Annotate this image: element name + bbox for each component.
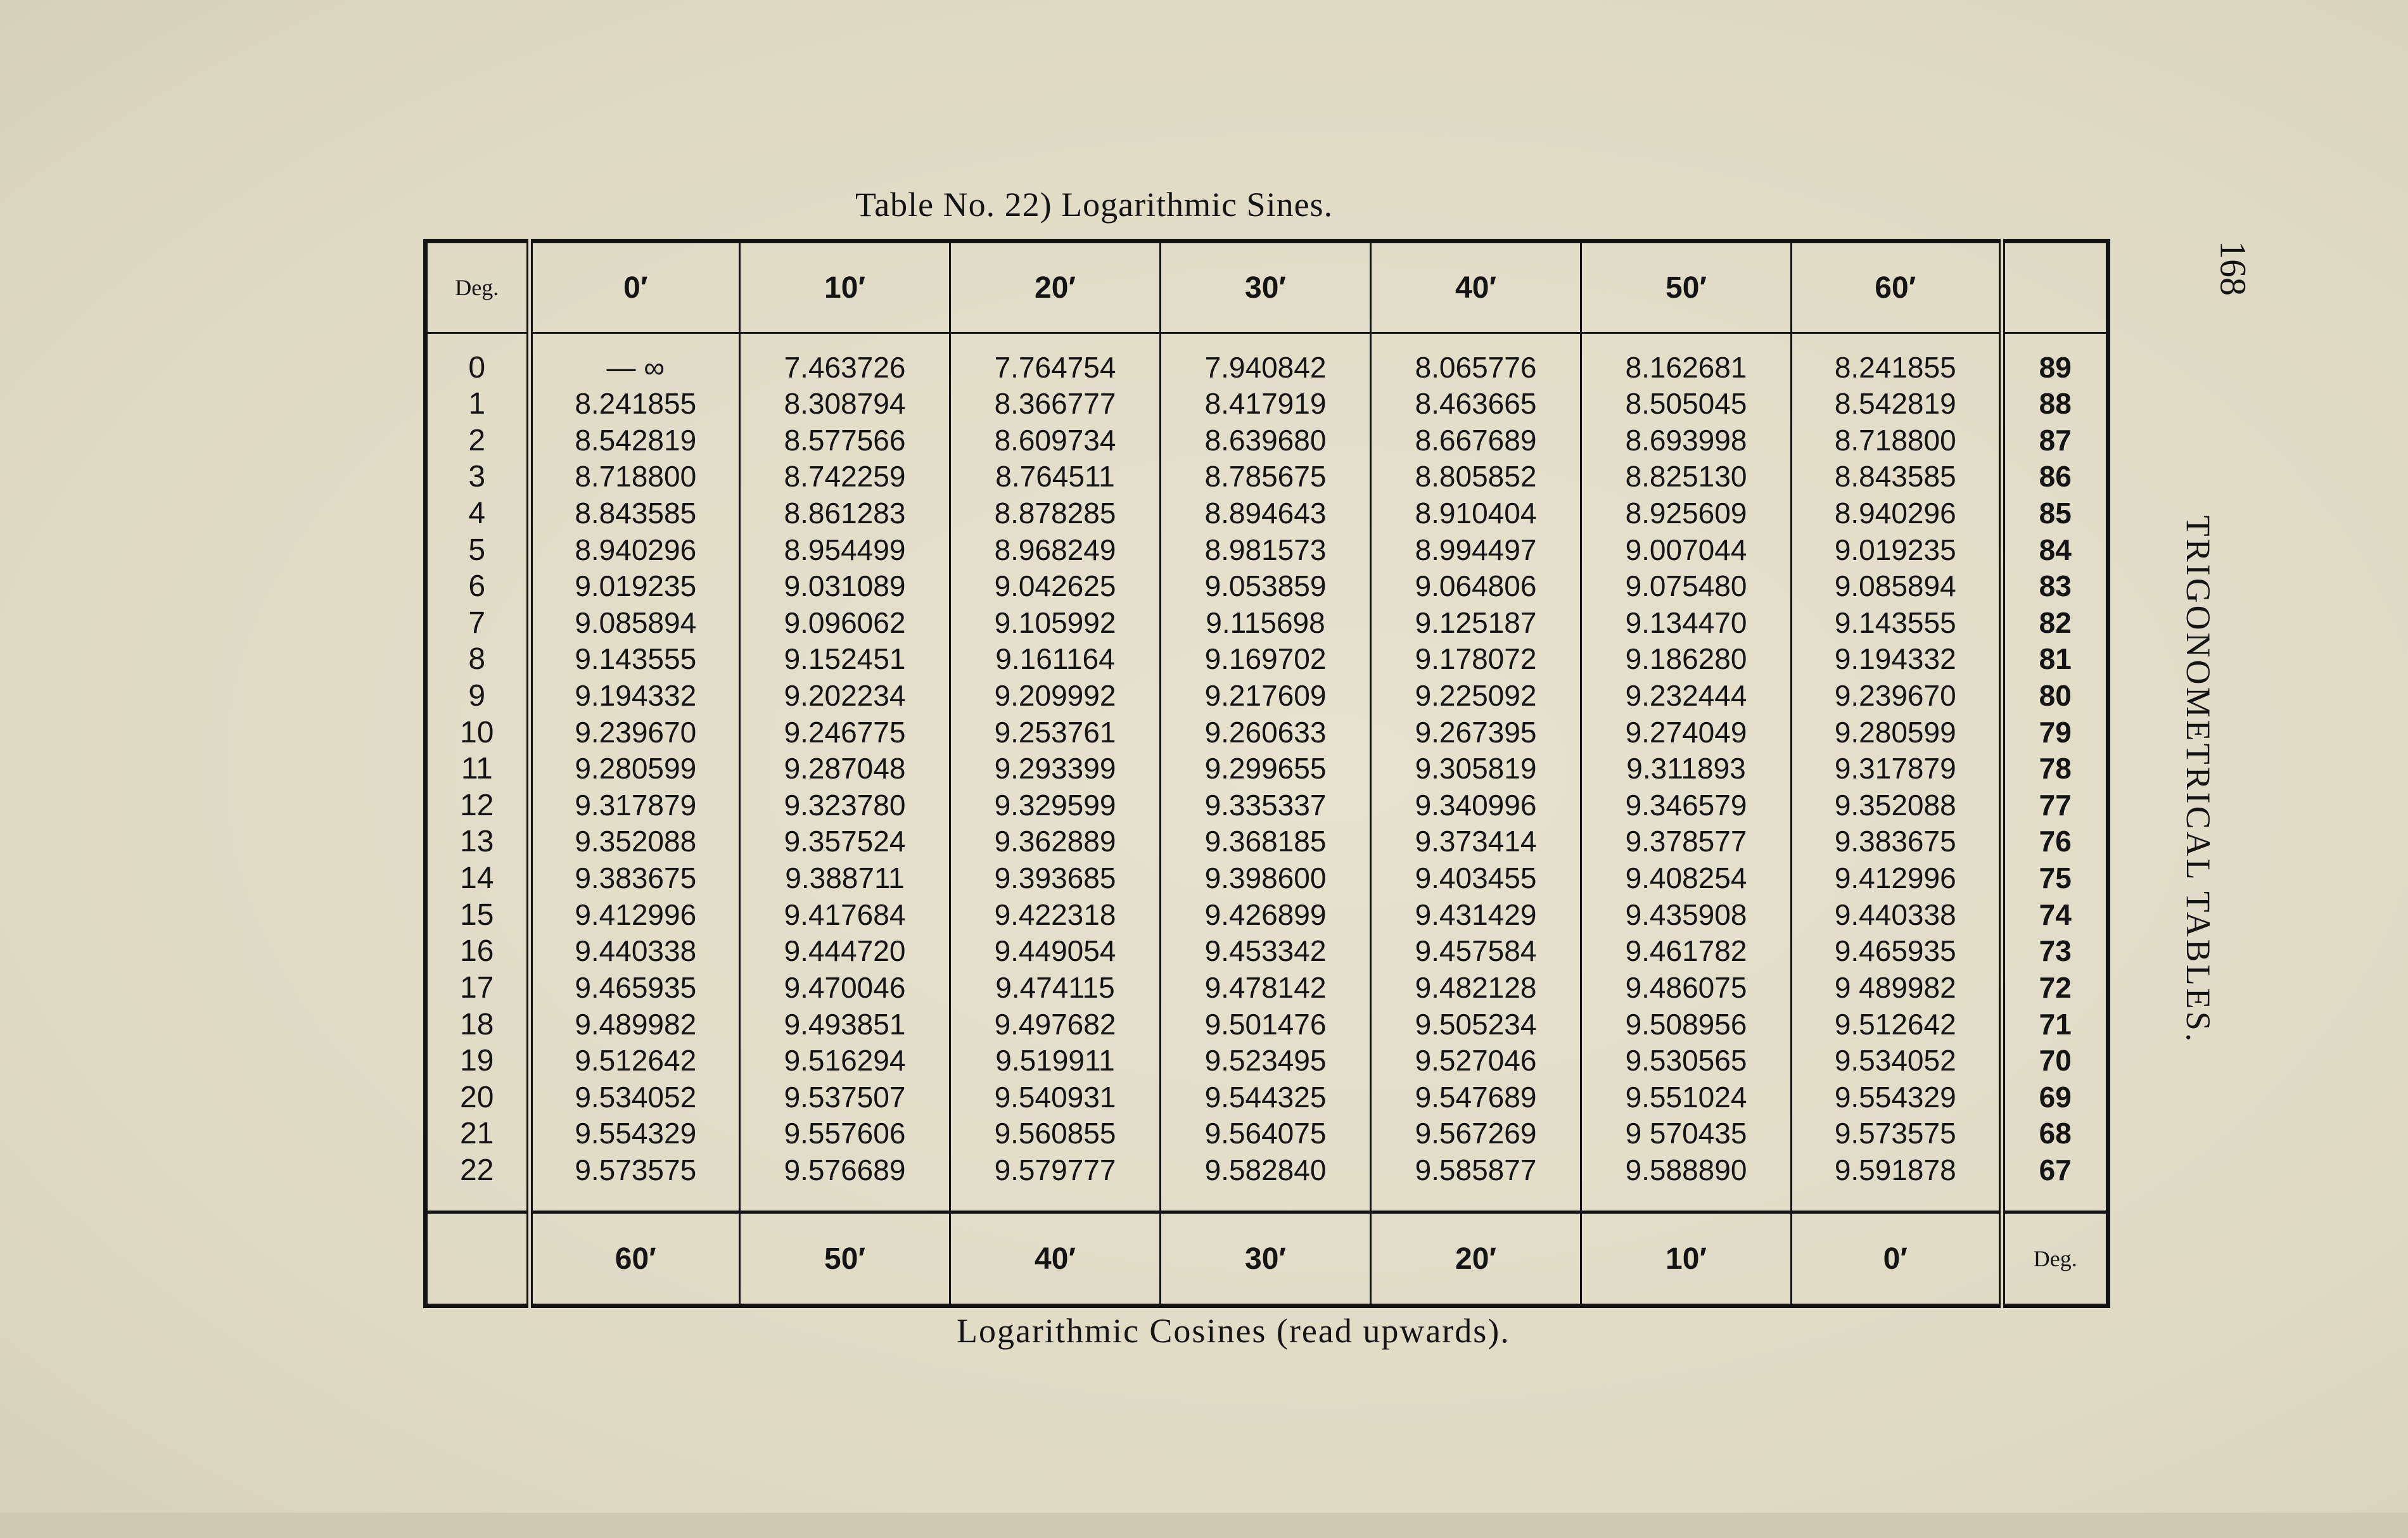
log-sine-value: 9.115698 <box>1161 605 1371 642</box>
log-sine-value: 7.940842 <box>1161 349 1371 386</box>
log-sine-value: 9.019235 <box>1792 531 2002 568</box>
table-row <box>426 860 2108 897</box>
log-sine-value: 7.764754 <box>950 349 1161 386</box>
log-sine-value: 9.426899 <box>1161 896 1371 933</box>
table-row <box>426 1152 2108 1189</box>
log-sine-value: — ∞ <box>530 349 740 386</box>
spacer-row <box>426 1188 2108 1212</box>
degree-cell: 14 <box>426 860 530 897</box>
complement-degree-cell: 83 <box>2039 569 2072 603</box>
footer-minutes: 50′ <box>740 1212 950 1306</box>
log-sine-value: 8.954499 <box>740 531 950 568</box>
log-sine-value: 8.925609 <box>1581 495 1792 532</box>
degree-cell: 13 <box>426 823 530 860</box>
log-sine-value: 9.246775 <box>740 714 950 751</box>
log-sine-value: 9.412996 <box>1792 860 2002 897</box>
log-sine-value: 9.143555 <box>1792 605 2002 642</box>
log-sine-value: 8.308794 <box>740 386 950 423</box>
degree-cell: 8 <box>426 641 530 678</box>
log-sine-value: 8.894643 <box>1161 495 1371 532</box>
degree-cell: 6 <box>426 568 530 605</box>
log-sine-value: 9.209992 <box>950 678 1161 715</box>
log-sine-value: 9.588890 <box>1581 1152 1792 1189</box>
log-sine-value: 9.346579 <box>1581 787 1792 824</box>
log-sine-value: 9.512642 <box>1792 1006 2002 1043</box>
log-sine-value: 9.516294 <box>740 1043 950 1079</box>
degree-cell: 11 <box>426 751 530 787</box>
complement-degree-cell: 74 <box>2039 898 2072 931</box>
complement-degree-cell: 81 <box>2039 642 2072 676</box>
header-minutes: 0′ <box>530 241 740 333</box>
log-sine-value: 8.878285 <box>950 495 1161 532</box>
degree-cell: 10 <box>426 714 530 751</box>
log-sine-value: 9.554329 <box>1792 1079 2002 1115</box>
header-row <box>426 241 2108 333</box>
footer-minutes: 20′ <box>1371 1212 1581 1306</box>
log-sine-value: 9.544325 <box>1161 1079 1371 1115</box>
log-sine-value: 9.352088 <box>530 823 740 860</box>
footer-empty <box>426 1212 530 1306</box>
header-minutes: 10′ <box>740 241 950 333</box>
log-sine-value: 8.843585 <box>530 495 740 532</box>
header-empty <box>2002 241 2108 333</box>
log-sine-value: 9.478142 <box>1161 970 1371 1007</box>
log-sine-value: 9.540931 <box>950 1079 1161 1115</box>
log-sine-value: 9.560855 <box>950 1115 1161 1152</box>
log-sine-value: 8.667689 <box>1371 422 1581 459</box>
complement-degree-cell: 88 <box>2039 387 2072 421</box>
log-sine-value: 9.534052 <box>1792 1043 2002 1079</box>
log-sine-value: 9.323780 <box>740 787 950 824</box>
table-row <box>426 970 2108 1007</box>
log-sine-value: 9.501476 <box>1161 1006 1371 1043</box>
log-sine-value: 9.551024 <box>1581 1079 1792 1115</box>
log-sine-value: 9.497682 <box>950 1006 1161 1043</box>
complement-degree-cell: 80 <box>2039 679 2072 713</box>
header-minutes: 50′ <box>1581 241 1792 333</box>
complement-degree-cell: 82 <box>2039 606 2072 639</box>
degree-cell: 3 <box>426 459 530 495</box>
degree-cell: 5 <box>426 531 530 568</box>
log-sine-value: 9.096062 <box>740 605 950 642</box>
log-sine-value: 9.317879 <box>530 787 740 824</box>
log-sine-value: 9.378577 <box>1581 823 1792 860</box>
log-sine-value: 9.408254 <box>1581 860 1792 897</box>
complement-degree-cell: 67 <box>2039 1153 2072 1186</box>
complement-degree-cell: 89 <box>2039 350 2072 384</box>
log-sine-value: 8.162681 <box>1581 349 1792 386</box>
complement-degree-cell: 75 <box>2039 861 2072 895</box>
log-sine-value: 8.542819 <box>1792 386 2002 423</box>
log-sine-value: 8.968249 <box>950 531 1161 568</box>
log-sine-value: 8.861283 <box>740 495 950 532</box>
log-sine-value: 9.482128 <box>1371 970 1581 1007</box>
log-sine-value: 9.019235 <box>530 568 740 605</box>
degree-cell: 7 <box>426 605 530 642</box>
log-sine-value: 8.994497 <box>1371 531 1581 568</box>
log-sine-value: 8.693998 <box>1581 422 1792 459</box>
footer-deg: Deg. <box>2002 1212 2108 1306</box>
log-sine-value: 9.547689 <box>1371 1079 1581 1115</box>
log-sine-value: 8.366777 <box>950 386 1161 423</box>
log-sine-value: 9 570435 <box>1581 1115 1792 1152</box>
log-sine-value: 9.007044 <box>1581 531 1792 568</box>
log-sine-value: 9.523495 <box>1161 1043 1371 1079</box>
log-sine-value: 9.527046 <box>1371 1043 1581 1079</box>
table-row <box>426 495 2108 532</box>
footer-row <box>426 1212 2108 1306</box>
log-sine-value: 8.910404 <box>1371 495 1581 532</box>
log-sine-value: 9.085894 <box>1792 568 2002 605</box>
log-sine-value: 9.530565 <box>1581 1043 1792 1079</box>
degree-cell: 1 <box>426 386 530 423</box>
log-sine-value: 9.143555 <box>530 641 740 678</box>
log-sine-value: 9.064806 <box>1371 568 1581 605</box>
log-sine-value: 9.457584 <box>1371 933 1581 970</box>
table-row <box>426 933 2108 970</box>
degree-cell: 9 <box>426 678 530 715</box>
complement-degree-cell: 70 <box>2039 1044 2072 1077</box>
log-sine-value: 8.718800 <box>530 459 740 495</box>
log-sine-value: 8.764511 <box>950 459 1161 495</box>
degree-cell: 20 <box>426 1079 530 1115</box>
log-sine-value: 9.576689 <box>740 1152 950 1189</box>
table-row <box>426 349 2108 386</box>
log-sine-value: 9.194332 <box>1792 641 2002 678</box>
complement-degree-cell: 78 <box>2039 752 2072 785</box>
table-row <box>426 568 2108 605</box>
degree-cell: 17 <box>426 970 530 1007</box>
log-sine-value: 9.293399 <box>950 751 1161 787</box>
log-sine-value: 8.825130 <box>1581 459 1792 495</box>
table-caption: Logarithmic Cosines (read upwards). <box>957 1312 1510 1350</box>
log-sine-value: 9.105992 <box>950 605 1161 642</box>
log-sine-value: 8.940296 <box>530 531 740 568</box>
log-sine-value: 9.280599 <box>530 751 740 787</box>
log-sine-value: 9.579777 <box>950 1152 1161 1189</box>
log-sine-value: 9.519911 <box>950 1043 1161 1079</box>
log-sine-value: 9.383675 <box>530 860 740 897</box>
log-sine-value: 9.440338 <box>530 933 740 970</box>
log-sine-value: 9.274049 <box>1581 714 1792 751</box>
complement-degree-cell: 76 <box>2039 825 2072 858</box>
degree-cell: 4 <box>426 495 530 532</box>
log-sine-value: 9.280599 <box>1792 714 2002 751</box>
log-sine-value: 9.465935 <box>1792 933 2002 970</box>
table-row <box>426 422 2108 459</box>
log-sine-value: 9.042625 <box>950 568 1161 605</box>
header-minutes: 30′ <box>1161 241 1371 333</box>
log-sine-value: 9.567269 <box>1371 1115 1581 1152</box>
header-deg: Deg. <box>426 241 530 333</box>
log-sine-value: 9.373414 <box>1371 823 1581 860</box>
complement-degree-cell: 85 <box>2039 497 2072 530</box>
log-sine-value: 9.470046 <box>740 970 950 1007</box>
log-sine-value: 9.383675 <box>1792 823 2002 860</box>
log-sine-value: 9.534052 <box>530 1079 740 1115</box>
log-sine-value: 9.031089 <box>740 568 950 605</box>
header-minutes: 40′ <box>1371 241 1581 333</box>
table-row <box>426 787 2108 824</box>
log-sine-value: 8.843585 <box>1792 459 2002 495</box>
degree-cell: 16 <box>426 933 530 970</box>
table-row <box>426 459 2108 495</box>
table-row <box>426 751 2108 787</box>
table-row <box>426 678 2108 715</box>
log-sine-value: 9.573575 <box>530 1152 740 1189</box>
log-sine-value: 9.239670 <box>530 714 740 751</box>
footer-minutes: 10′ <box>1581 1212 1792 1306</box>
log-sine-value: 8.241855 <box>1792 349 2002 386</box>
table-row <box>426 386 2108 423</box>
log-sine-value: 9.585877 <box>1371 1152 1581 1189</box>
log-sine-value: 8.577566 <box>740 422 950 459</box>
degree-cell: 15 <box>426 896 530 933</box>
log-sine-value: 9.194332 <box>530 678 740 715</box>
log-sine-value: 9.134470 <box>1581 605 1792 642</box>
log-sine-value: 8.981573 <box>1161 531 1371 568</box>
table-row <box>426 641 2108 678</box>
degree-cell: 18 <box>426 1006 530 1043</box>
table-row <box>426 1006 2108 1043</box>
footer-minutes: 0′ <box>1792 1212 2002 1306</box>
complement-degree-cell: 68 <box>2039 1117 2072 1150</box>
header-minutes: 20′ <box>950 241 1161 333</box>
log-sine-value: 9.202234 <box>740 678 950 715</box>
spacer-row <box>426 333 2108 350</box>
degree-cell: 12 <box>426 787 530 824</box>
log-sine-value: 9.554329 <box>530 1115 740 1152</box>
log-sine-value: 9.489982 <box>530 1006 740 1043</box>
log-sine-value: 9.398600 <box>1161 860 1371 897</box>
log-sine-value: 9.453342 <box>1161 933 1371 970</box>
log-sine-value: 9 489982 <box>1792 970 2002 1007</box>
degree-cell: 19 <box>426 1043 530 1079</box>
log-sine-value: 9.125187 <box>1371 605 1581 642</box>
log-sine-value: 9.582840 <box>1161 1152 1371 1189</box>
log-sine-value: 9.422318 <box>950 896 1161 933</box>
log-sine-value: 8.609734 <box>950 422 1161 459</box>
log-sine-value: 9.591878 <box>1792 1152 2002 1189</box>
page-number: 168 <box>2212 241 2254 296</box>
log-sine-value: 8.065776 <box>1371 349 1581 386</box>
log-sine-value: 9.557606 <box>740 1115 950 1152</box>
complement-degree-cell: 71 <box>2039 1007 2072 1041</box>
log-sine-value: 9.253761 <box>950 714 1161 751</box>
table-row <box>426 605 2108 642</box>
complement-degree-cell: 87 <box>2039 423 2072 457</box>
log-sine-value: 9.186280 <box>1581 641 1792 678</box>
footer-minutes: 30′ <box>1161 1212 1371 1306</box>
log-sine-value: 8.639680 <box>1161 422 1371 459</box>
log-sine-value: 9.449054 <box>950 933 1161 970</box>
log-sine-value: 8.542819 <box>530 422 740 459</box>
log-sine-value: 9.161164 <box>950 641 1161 678</box>
page-edge <box>0 1513 2408 1538</box>
log-sine-value: 8.785675 <box>1161 459 1371 495</box>
log-sine-value: 9.352088 <box>1792 787 2002 824</box>
table-row <box>426 1079 2108 1115</box>
log-sine-value: 9.232444 <box>1581 678 1792 715</box>
log-sine-value: 9.305819 <box>1371 751 1581 787</box>
complement-degree-cell: 72 <box>2039 970 2072 1004</box>
table-row <box>426 823 2108 860</box>
log-sine-value: 9.493851 <box>740 1006 950 1043</box>
log-sine-value: 9.465935 <box>530 970 740 1007</box>
log-sine-value: 9.403455 <box>1371 860 1581 897</box>
log-sine-value: 9.444720 <box>740 933 950 970</box>
header-minutes: 60′ <box>1792 241 2002 333</box>
log-sine-value: 9.053859 <box>1161 568 1371 605</box>
log-sine-value: 9.417684 <box>740 896 950 933</box>
log-sine-value: 8.417919 <box>1161 386 1371 423</box>
log-sine-value: 9.474115 <box>950 970 1161 1007</box>
log-sine-value: 7.463726 <box>740 349 950 386</box>
log-sine-value: 9.217609 <box>1161 678 1371 715</box>
table-row <box>426 714 2108 751</box>
log-sine-value: 9.440338 <box>1792 896 2002 933</box>
log-sine-value: 8.940296 <box>1792 495 2002 532</box>
log-sine-value: 8.463665 <box>1371 386 1581 423</box>
log-sine-value: 9.388711 <box>740 860 950 897</box>
log-sine-value: 9.357524 <box>740 823 950 860</box>
log-sine-value: 9.260633 <box>1161 714 1371 751</box>
log-sine-value: 9.075480 <box>1581 568 1792 605</box>
complement-degree-cell: 77 <box>2039 788 2072 822</box>
log-sine-value: 8.742259 <box>740 459 950 495</box>
table-title: Table No. 22) Logarithmic Sines. <box>855 186 1334 224</box>
log-sine-value: 9.239670 <box>1792 678 2002 715</box>
log-sine-value: 9.287048 <box>740 751 950 787</box>
log-sine-value: 9.335337 <box>1161 787 1371 824</box>
complement-degree-cell: 84 <box>2039 533 2072 566</box>
log-sine-value: 9.267395 <box>1371 714 1581 751</box>
log-sine-value: 9.412996 <box>530 896 740 933</box>
log-sine-value: 9.461782 <box>1581 933 1792 970</box>
log-sine-value: 9.317879 <box>1792 751 2002 787</box>
log-sine-value: 9.512642 <box>530 1043 740 1079</box>
log-sine-value: 9.362889 <box>950 823 1161 860</box>
log-sine-value: 9.152451 <box>740 641 950 678</box>
complement-degree-cell: 79 <box>2039 715 2072 749</box>
log-sine-value: 9.564075 <box>1161 1115 1371 1152</box>
log-sine-value: 9.431429 <box>1371 896 1581 933</box>
running-head: TRIGONOMETRICAL TABLES. <box>2179 515 2217 1045</box>
degree-cell: 22 <box>426 1152 530 1189</box>
log-sine-value: 8.718800 <box>1792 422 2002 459</box>
log-sine-value: 9.393685 <box>950 860 1161 897</box>
degree-cell: 0 <box>426 349 530 386</box>
log-sine-value: 9.340996 <box>1371 787 1581 824</box>
log-sine-value: 9.225092 <box>1371 678 1581 715</box>
log-sine-value: 9.537507 <box>740 1079 950 1115</box>
footer-minutes: 40′ <box>950 1212 1161 1306</box>
log-sines-table <box>423 239 2110 1308</box>
log-sine-value: 9.368185 <box>1161 823 1371 860</box>
table-row <box>426 1115 2108 1152</box>
log-sine-value: 9.573575 <box>1792 1115 2002 1152</box>
complement-degree-cell: 69 <box>2039 1080 2072 1114</box>
table-row <box>426 896 2108 933</box>
log-sine-value: 9.435908 <box>1581 896 1792 933</box>
log-sine-value: 9.299655 <box>1161 751 1371 787</box>
log-sine-value: 8.241855 <box>530 386 740 423</box>
log-sine-value: 9.508956 <box>1581 1006 1792 1043</box>
log-sine-value: 9.169702 <box>1161 641 1371 678</box>
log-sine-value: 8.805852 <box>1371 459 1581 495</box>
footer-minutes: 60′ <box>530 1212 740 1306</box>
log-sine-value: 9.085894 <box>530 605 740 642</box>
log-sine-value: 9.311893 <box>1581 751 1792 787</box>
table-row <box>426 531 2108 568</box>
degree-cell: 21 <box>426 1115 530 1152</box>
complement-degree-cell: 86 <box>2039 460 2072 493</box>
log-sine-value: 9.329599 <box>950 787 1161 824</box>
log-sine-value: 9.505234 <box>1371 1006 1581 1043</box>
log-sine-value: 8.505045 <box>1581 386 1792 423</box>
degree-cell: 2 <box>426 422 530 459</box>
complement-degree-cell: 73 <box>2039 934 2072 968</box>
table-row <box>426 1043 2108 1079</box>
log-sine-value: 9.178072 <box>1371 641 1581 678</box>
log-sine-value: 9.486075 <box>1581 970 1792 1007</box>
